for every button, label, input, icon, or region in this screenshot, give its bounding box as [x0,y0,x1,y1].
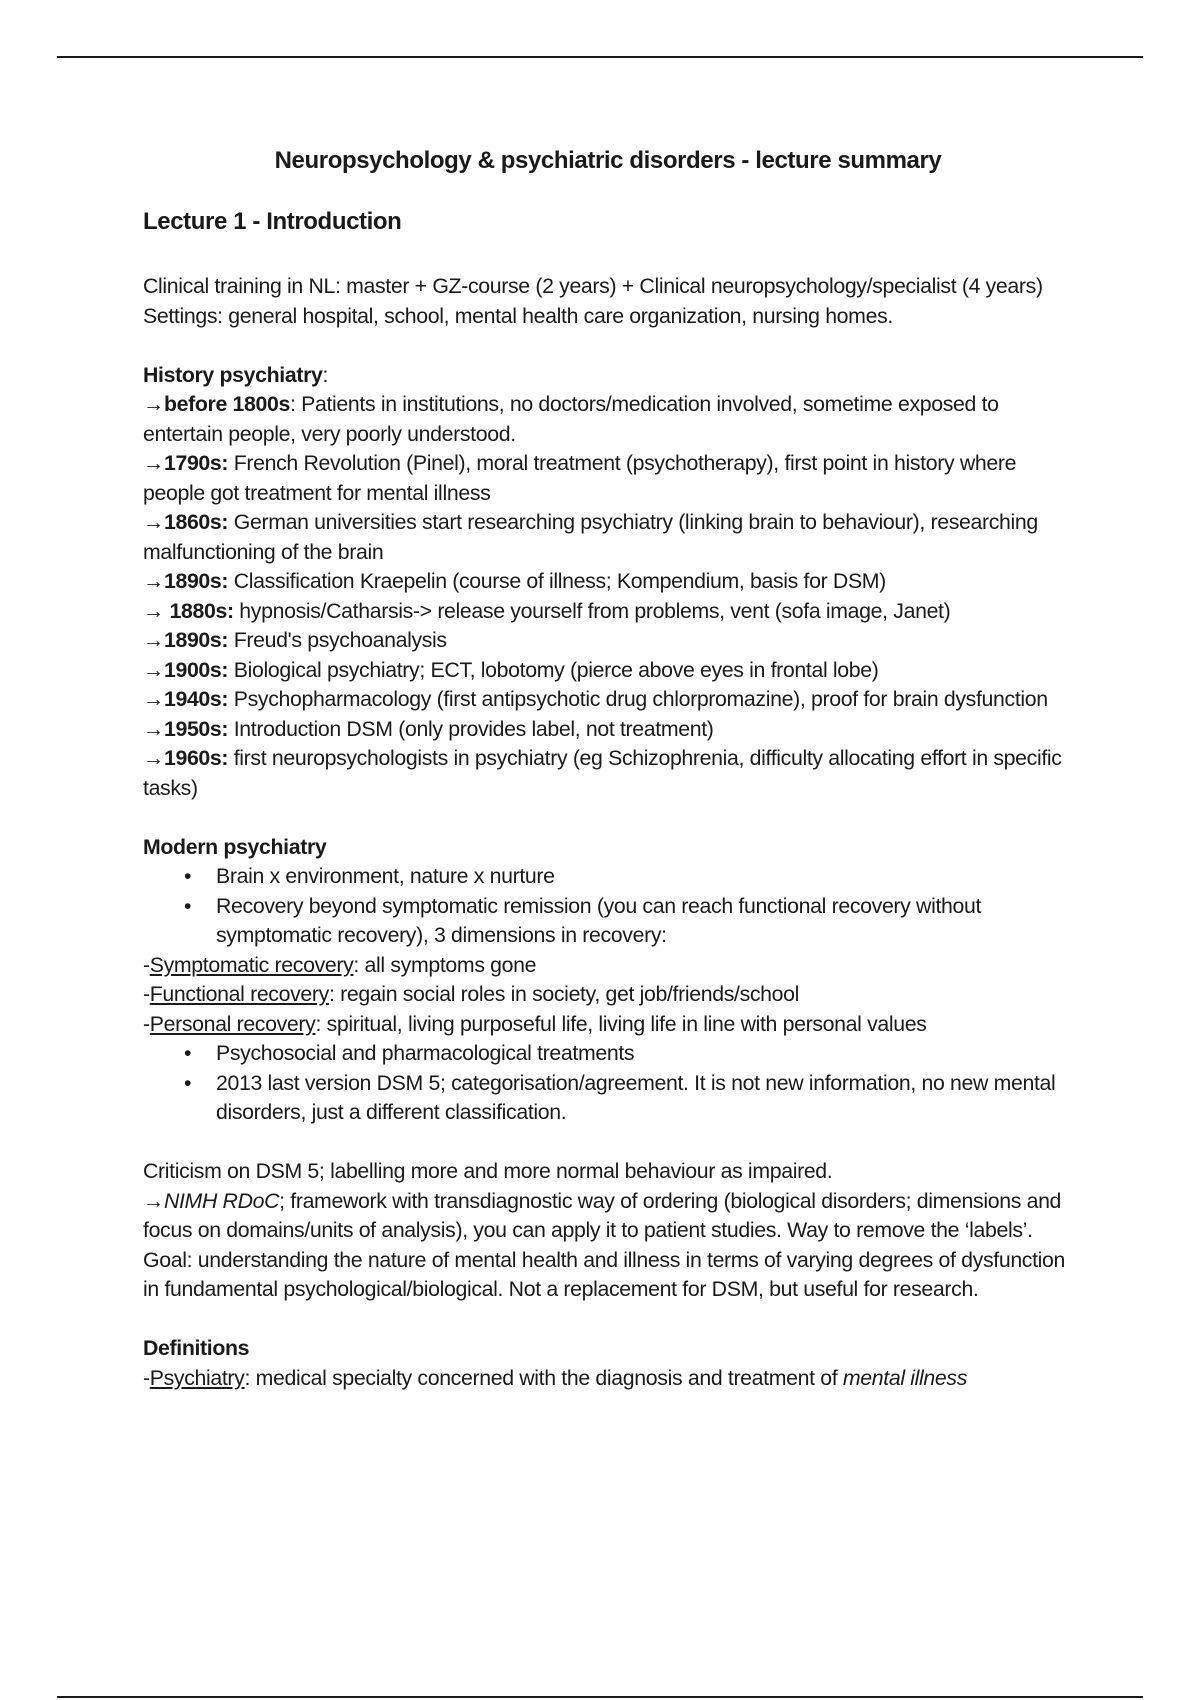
history-item: →1940s: Psychopharmacology (first antipsychotic drug chlorpromazine), proof for brain dysfunction [143,687,1048,711]
arrow-icon: → [143,716,164,741]
settings-paragraph: Settings: general hospital, school, mental health care organization, nursing homes. [143,303,893,328]
arrow-icon: → [143,451,164,475]
criticism-paragraph: Criticism on DSM 5; labelling more and more normal behaviour as impaired. [143,1159,833,1183]
list-item: • Recovery beyond symptomatic remission (you can reach functional recovery without symptomatic recovery), 3 dimensions in recovery: [143,892,1073,951]
history-item: →before 1800s: Patients in institutions, no doctors/medication involved, sometime exposed to entertain people, very poorly understood. [143,392,999,446]
recovery-dimension: -Functional recovery: regain social roles in society, get job/friends/school [143,982,800,1006]
arrow-icon: → [143,746,164,770]
history-list [143,390,1073,803]
history-item: →1960s: first neuropsychologists in psychiatry (eg Schizophrenia, difficulty allocating effort in specific tasks) [143,746,1062,800]
history-item: →1860s: German universities start researching psychiatry (linking brain to behaviour), researching malfunctioning of the brain [143,510,1038,564]
list-item: • Psychosocial and pharmacological treatments [143,1039,1073,1069]
header-rule [57,56,1143,58]
arrow-icon: → [143,510,164,534]
history-item: →1890s: Classification Kraepelin (course of illness; Kompendium, basis for DSM) [143,569,886,593]
history-item: → 1880s: hypnosis/Catharsis-> release yourself from problems, vent (sofa image, Janet) [143,598,951,623]
document-page [143,140,1073,1393]
list-item: • Brain x environment, nature x nurture [143,862,1073,892]
history-item: →1950s: Introduction DSM (only provides label, not treatment) [143,716,714,741]
arrow-icon: → [143,392,164,416]
modern-bullets-b [143,1039,1073,1128]
arrow-icon: → [143,598,164,623]
arrow-icon: → [143,1188,164,1213]
history-item: →1890s: Freud's psychoanalysis [143,628,447,652]
document-title: Neuropsychology & psychiatric disorders - lecture summary [274,147,942,174]
recovery-dimension: -Symptomatic recovery: all symptoms gone [143,952,537,977]
recovery-dimension: -Personal recovery: spiritual, living purposeful life, living life in line with personal values [143,1011,927,1036]
modern-heading: Modern psychiatry [143,834,327,859]
arrow-icon: → [143,687,164,711]
lecture-heading: Lecture 1 - Introduction [143,208,402,235]
arrow-icon: → [143,628,164,652]
history-item: →1790s: French Revolution (Pinel), moral treatment (psychotherapy), first point in history where people got treatment for mental illness [143,451,1017,505]
history-heading: History psychiatry: [143,362,329,387]
definitions-heading: Definitions [143,1336,250,1360]
footer-rule [57,1696,1143,1698]
arrow-icon: → [143,657,164,682]
history-item: →1900s: Biological psychiatry; ECT, lobotomy (pierce above eyes in frontal lobe) [143,657,879,682]
definition-psychiatry: -Psychiatry: medical specialty concerned with the diagnosis and treatment of mental illness [143,1365,968,1390]
training-paragraph: Clinical training in NL: master + GZ-course (2 years) + Clinical neuropsychology/specialist (4 years) [143,274,1043,298]
arrow-icon: → [143,569,164,593]
modern-bullets-a [143,862,1073,951]
rdoc-paragraph: →NIMH RDoC; framework with transdiagnostic way of ordering (biological disorders; dimensions and focus on domains/units of analysis), you can apply it to patient studies. Way to remove the ‘labels’. [143,1188,1062,1242]
list-item: • 2013 last version DSM 5; categorisation/agreement. It is not new information, no new mental disorders, just a different classification. [143,1069,1073,1128]
goal-paragraph: Goal: understanding the nature of mental health and illness in terms of varying degrees of dysfunction in fundamental psychological/biological. Not a replacement for DSM, but useful for research. [143,1247,1066,1301]
